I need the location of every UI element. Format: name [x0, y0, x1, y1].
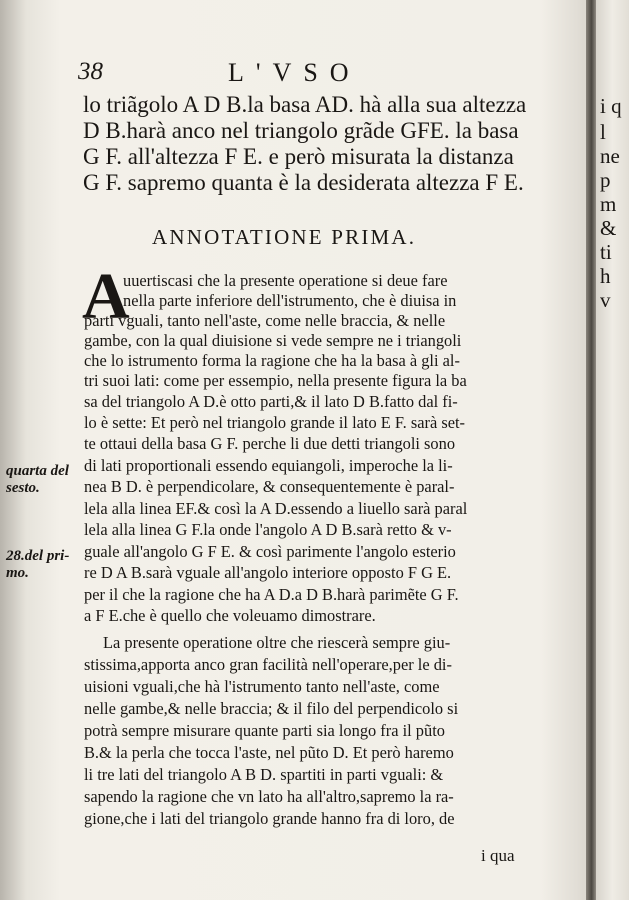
text-line: La presente operatione oltre che riescerà sempre giu-: [103, 633, 451, 652]
text-line: gione,che i lati del triangolo grande hanno fra di loro, de: [84, 809, 455, 828]
running-head: [78, 58, 558, 90]
drop-cap: A: [82, 260, 130, 333]
text-line: parti vguali, tanto nell'aste, come nelle braccia, & nelle: [84, 311, 446, 330]
facing-text-fragment: v: [600, 288, 611, 312]
margin-note-line: quarta del: [6, 463, 69, 479]
text-line: G F. all'altezza F E. e però misurata la distanza: [83, 144, 514, 169]
section-heading: ANNOTATIONE PRIMA.: [152, 225, 417, 249]
text-line: uuertiscasi che la presente operatione si deue fare: [123, 271, 448, 290]
running-title: L'VSO: [228, 58, 361, 87]
text-line: potrà sempre misurare quante parti sia longo fra il pũto: [84, 721, 445, 740]
text-line: di lati proportionali essendo equiangoli, imperoche la li-: [84, 456, 453, 475]
margin-note-line: mo.: [6, 565, 29, 581]
facing-page-edge: [596, 0, 629, 900]
margin-note-line: 28.del pri-: [6, 548, 70, 564]
text-line: te ottaui della basa G F. perche li due detti triangoli sono: [84, 434, 456, 453]
text-line: B.& la perla che tocca l'aste, nel pũto D. Et però haremo: [84, 743, 454, 762]
facing-text-fragment: &: [600, 216, 617, 240]
margin-note: [6, 463, 80, 497]
text-line: stissima,apporta anco gran facilità nell'operare,per le di-: [84, 655, 452, 674]
text-line: lela alla linea EF.& così la A D.essendo a liuello sarà paral: [84, 499, 468, 518]
facing-text-fragment: ti: [600, 240, 612, 264]
text-line: gambe, con la qual diuisione si vede sempre ne i triangoli: [84, 331, 462, 350]
text-line: sapendo la ragione che vn lato ha all'altro,sapremo la ra-: [84, 787, 454, 806]
text-line: D B.harà anco nel triangolo grãde GFE. la basa: [83, 118, 519, 143]
facing-text-fragment: i q: [600, 94, 622, 118]
text-line: lo è sette: Et però nel triangolo grande il lato E F. sarà set-: [84, 413, 466, 432]
facing-text-fragment: m: [600, 192, 617, 216]
book-gutter: [586, 0, 596, 900]
facing-text-fragment: p: [600, 168, 611, 192]
text-line: tri suoi lati: come per essempio, nella presente figura la ba: [84, 371, 467, 390]
catchword: i qua: [481, 846, 515, 865]
text-line: nella parte inferiore dell'istrumento, che è diuisa in: [123, 291, 457, 310]
text-line: che lo istrumento forma la ragione che ha la basa à gli al-: [84, 351, 460, 370]
margin-note: [6, 548, 80, 582]
text-line: nea B D. è perpendicolare, & consequentemente è paral-: [84, 477, 455, 496]
text-line: sa del triangolo A D.è otto parti,& il lato D B.fatto dal fi-: [84, 392, 458, 411]
text-line: nelle gambe,& nelle braccia; & il filo del perpendicolo si: [84, 699, 459, 718]
text-line: uisioni vguali,che hà l'istrumento tanto nell'aste, come: [84, 677, 440, 696]
facing-text-fragment: l: [600, 120, 606, 144]
facing-text-fragment: h: [600, 264, 611, 288]
text-line: li tre lati del triangolo A B D. spartiti in parti vguali: &: [84, 765, 444, 784]
text-line: guale all'angolo G F E. & così parimente l'angolo esterio: [84, 542, 456, 561]
text-line: re D A B.sarà vguale all'angolo interiore opposto F G E.: [84, 563, 452, 582]
text-line: lela alla linea G F.la onde l'angolo A D B.sarà retto & v-: [84, 520, 452, 539]
text-line: G F. sapremo quanta è la desiderata altezza F E.: [83, 170, 524, 195]
text-line: a F E.che è quello che voleuamo dimostrare.: [84, 606, 376, 625]
facing-text-fragment: ne: [600, 144, 620, 168]
text-line: lo triãgolo A D B.la basa AD. hà alla sua altezza: [83, 92, 527, 117]
page-number: 38: [78, 58, 103, 85]
margin-note-line: sesto.: [6, 480, 40, 496]
text-line: per il che la ragione che ha A D.a D B.harà parimẽte G F.: [84, 585, 459, 604]
